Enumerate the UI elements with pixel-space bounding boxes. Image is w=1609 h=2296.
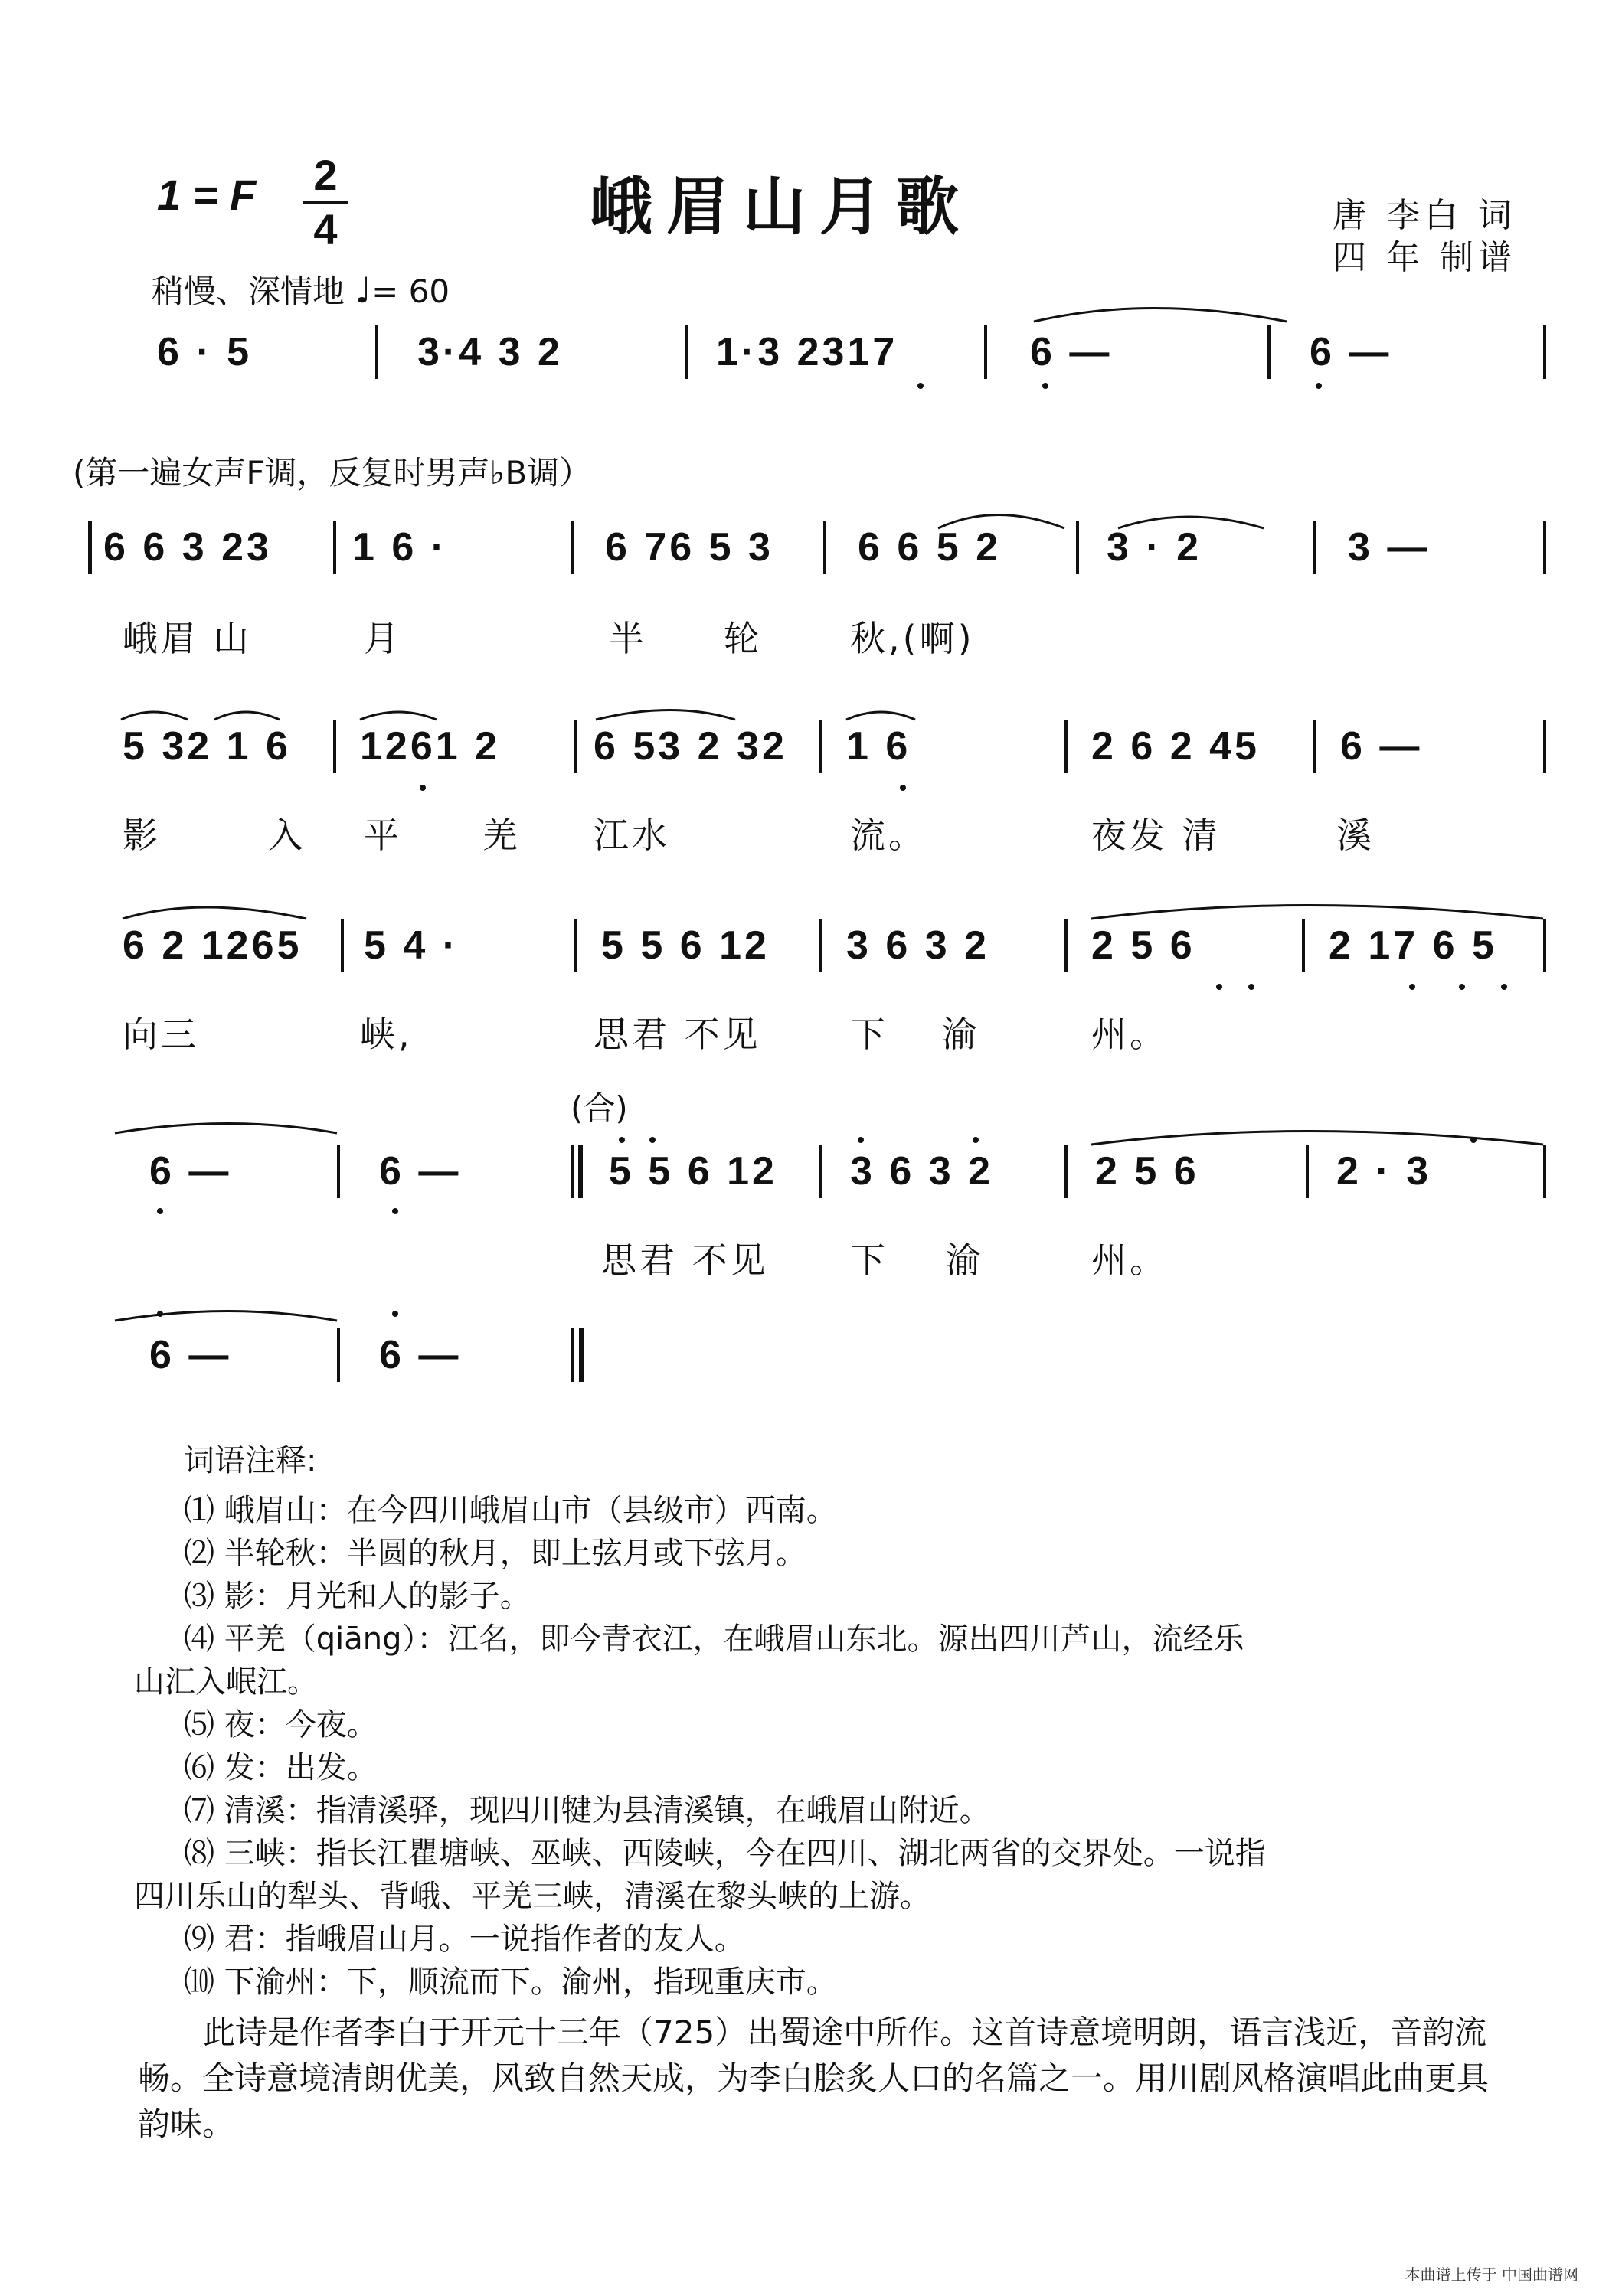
lyric: 州。	[1091, 1239, 1168, 1281]
annotation-item: ⑶ 影：月光和人的影子。	[184, 1579, 531, 1614]
measure: 6 6 3 23	[103, 525, 272, 570]
annotation-item: ⑵ 半轮秋：半圆的秋月，即上弦月或下弦月。	[184, 1536, 806, 1571]
measure: 3 6 3 2	[850, 1149, 994, 1194]
lower-octave-dot	[917, 383, 924, 389]
lyric: 秋,(啊)	[850, 618, 975, 659]
lower-octave-dot	[420, 785, 426, 791]
meter-top: 2	[313, 151, 338, 199]
measure: 5 5 6 12	[609, 1149, 777, 1194]
measure: 5 5 6 12	[601, 923, 770, 968]
lyric: 流。	[850, 815, 927, 856]
lyric: 峨眉 山	[123, 618, 252, 659]
slur-arc	[214, 712, 280, 720]
lyric: 影	[123, 815, 161, 856]
annotation-item: ⑼ 君：指峨眉山月。一说指作者的友人。	[184, 1922, 745, 1957]
measure: 6 2 1265	[123, 923, 303, 968]
lyric: 下	[850, 1014, 888, 1055]
lyric: 月	[364, 618, 402, 659]
annotation-item: ⑴ 峨眉山：在今四川峨眉山市（县级市）西南。	[184, 1493, 837, 1528]
measure: 6 —	[149, 1149, 232, 1194]
lower-octave-dot	[1248, 984, 1254, 990]
intro-measure-1: 6 · 5	[157, 330, 253, 374]
lyric: 下	[850, 1239, 888, 1281]
annotation-item: ⑷ 平羌（qiāng）：江名，即今青衣江，在峨眉山东北。源出四川芦山，流经乐	[184, 1622, 1244, 1657]
annotation-item: ⑽ 下渝州：下，顺流而下。渝州，指现重庆市。	[184, 1965, 837, 2000]
measure: 6 —	[379, 1333, 462, 1377]
slur-arc	[938, 515, 1064, 529]
measure: 3 —	[1348, 525, 1431, 570]
annotation-item: ⑹ 发：出发。	[184, 1750, 378, 1785]
measure: 6 —	[149, 1333, 232, 1377]
measure: 6 76 5 3	[605, 525, 773, 570]
tie-arc	[1034, 309, 1287, 322]
tempo-bpm: = 60	[371, 273, 450, 310]
measure: 3 6 3 2	[846, 923, 990, 968]
upper-octave-dot	[619, 1137, 625, 1143]
lyricist-credit: 唐 李白 词	[1333, 196, 1516, 235]
intro-measure-5: 6 —	[1310, 330, 1392, 374]
lyric: 向三	[123, 1014, 199, 1055]
slur-arc	[596, 710, 735, 720]
arranger-credit: 四 年 制谱	[1333, 238, 1516, 277]
song-title: 峨眉山月歌	[590, 171, 973, 243]
measure: 6 6 5 2	[858, 525, 1002, 570]
upper-octave-dot	[392, 1311, 398, 1317]
lower-octave-dot	[1459, 984, 1465, 990]
upper-octave-dot	[649, 1137, 656, 1143]
annotation-item: 四川乐山的犁头、背峨、平羌三峡，清溪在黎头峡的上游。	[134, 1879, 930, 1914]
lyric: 入	[268, 815, 306, 856]
tie-arc	[1118, 517, 1264, 528]
annotation-item: 山汇入岷江。	[134, 1664, 318, 1700]
lyric: 思君 不见	[601, 1239, 769, 1281]
annotations-heading: 词语注释:	[184, 1443, 317, 1478]
measure: 1 6 ·	[352, 525, 448, 570]
intro-measure-4: 6 —	[1030, 330, 1113, 374]
lower-octave-dot	[1501, 984, 1507, 990]
slur-arc	[360, 712, 437, 720]
lower-octave-dot	[157, 1208, 163, 1214]
lyric: 夜发 清	[1091, 815, 1221, 856]
measure: 2 6 2 45	[1091, 724, 1260, 769]
lyric: 羌	[482, 815, 521, 856]
lyric: 轮	[724, 618, 762, 659]
measure: 6 —	[379, 1149, 462, 1194]
upper-octave-dot	[858, 1137, 864, 1143]
measure: 2 17 6 5	[1329, 923, 1497, 968]
measure: 1261 2	[360, 724, 501, 769]
intro-measure-2: 3·4 3 2	[417, 330, 563, 374]
measure: 1 6	[846, 724, 911, 769]
measure: 5 4 ·	[364, 923, 459, 968]
measure: 6 53 2 32	[594, 724, 787, 769]
lower-octave-dot	[392, 1208, 398, 1214]
slur-arc	[1091, 906, 1543, 919]
upper-octave-dot	[1470, 1137, 1477, 1143]
intro-measure-3: 1·3 2317	[716, 330, 898, 374]
lyric: 思君 不见	[594, 1014, 761, 1055]
measure: 2 5 6	[1095, 1149, 1199, 1194]
lyric: 江水	[594, 815, 670, 856]
slur-arc	[123, 907, 306, 919]
chorus-label: (合)	[571, 1089, 628, 1127]
annotations-section	[184, 1439, 316, 1487]
lower-octave-dot	[1216, 984, 1222, 990]
tie-arc	[115, 1124, 337, 1134]
lower-octave-dot	[1409, 984, 1415, 990]
site-watermark: 本曲谱上传于 中国曲谱网	[1405, 2265, 1578, 2284]
annotation-item: ⑸ 夜：今夜。	[184, 1707, 378, 1742]
commentary-paragraph: 此诗是作者李白于开元十三年（725）出蜀途中所作。这首诗意境明朗，语言浅近，音韵流畅。全诗意境清朗优美，风致自然天成，为李白脍炙人口的名篇之一。用川剧风格演唱此曲更具韵味。	[138, 2013, 1490, 2143]
meter-bottom: 4	[313, 205, 338, 253]
quarter-note-icon: ♩	[355, 269, 372, 311]
lyric: 渝	[942, 1014, 980, 1055]
lyric: 溪	[1336, 815, 1375, 856]
lyric: 峡,	[360, 1014, 413, 1055]
slur-arc	[121, 712, 188, 720]
upper-octave-dot	[973, 1137, 979, 1143]
lyric: 渝	[946, 1239, 984, 1281]
slur-arc	[846, 712, 915, 720]
tempo-text: 稍慢、深情地	[152, 273, 345, 310]
lower-octave-dot	[1042, 383, 1048, 389]
upper-octave-dot	[157, 1311, 163, 1317]
annotation-item: ⑻ 三峡：指长江瞿塘峡、巫峡、西陵峡，今在四川、湖北两省的交界处。一说指	[184, 1836, 1266, 1871]
measure: 2 · 3	[1336, 1149, 1432, 1194]
measure: 6 —	[1340, 724, 1423, 769]
key-signature: 1 = F	[157, 171, 257, 219]
lower-octave-dot	[900, 785, 906, 791]
lyric: 平	[364, 815, 402, 856]
measure: 2 5 6	[1091, 923, 1195, 968]
lyric: 州。	[1091, 1014, 1168, 1055]
lyric: 半	[609, 618, 647, 659]
tie-arc	[115, 1311, 337, 1321]
lower-octave-dot	[1316, 383, 1322, 389]
annotation-list	[134, 1489, 1266, 2004]
measure: 3 · 2	[1107, 525, 1202, 570]
measure: 5 32 1 6	[123, 724, 291, 769]
voice-instruction: (第一遍女声F调，反复时男声♭B调）	[73, 454, 592, 492]
annotation-item: ⑺ 清溪：指清溪驿，现四川犍为县清溪镇，在峨眉山附近。	[184, 1793, 990, 1828]
